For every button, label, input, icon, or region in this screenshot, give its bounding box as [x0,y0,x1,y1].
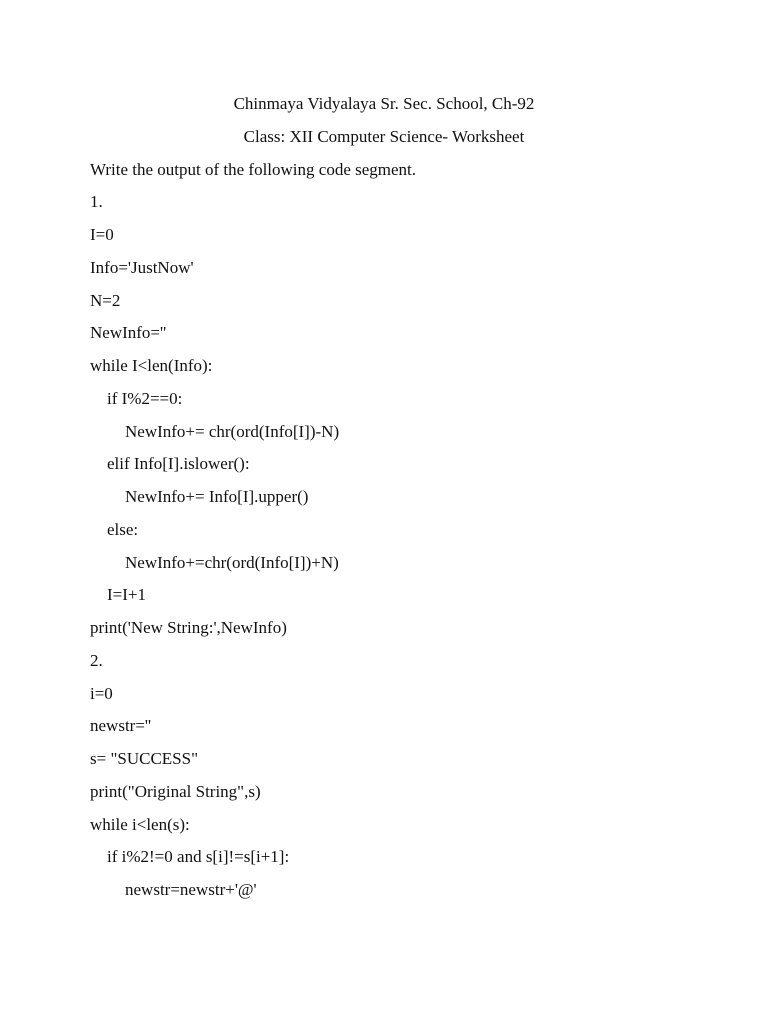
code-line: Info='JustNow' [90,257,194,277]
instruction: Write the output of the following code segment. [90,159,417,179]
questions [0,188,768,909]
code-line: NewInfo+= chr(ord(Info[I])-N) [125,421,340,441]
code-line: print("Original String",s) [90,781,261,801]
code-line: NewInfo+=chr(ord(Info[I])+N) [125,552,339,572]
worksheet-page [0,90,768,909]
code-line: while I<len(Info): [90,356,213,375]
code-line: elif Info[I].islower(): [107,454,250,474]
question-number: 1. [90,192,103,212]
code-line: if i%2!=0 and s[i]!=s[i+1]: [107,847,290,867]
code-line: while i<len(s): [90,814,190,834]
code-line: I=0 [90,225,114,244]
code-line: newstr=newstr+'@' [125,880,257,899]
code-line: if I%2==0: [107,388,183,408]
code-line: i=0 [90,683,113,703]
code-line: NewInfo='' [90,323,167,343]
code-line: else: [107,519,139,539]
school-name: Chinmaya Vidyalaya Sr. Sec. School, Ch-92 [233,94,535,113]
code-line: print('New String:',NewInfo) [90,618,287,637]
worksheet-title: Class: XII Computer Science- Worksheet [243,126,525,146]
code-line: s= "SUCCESS" [90,749,199,768]
code-line: I=I+1 [107,585,146,605]
code-line: NewInfo+= Info[I].upper() [125,487,309,506]
code-line: N=2 [90,290,121,310]
code-line: newstr='' [90,716,152,736]
question-number: 2. [90,650,103,670]
